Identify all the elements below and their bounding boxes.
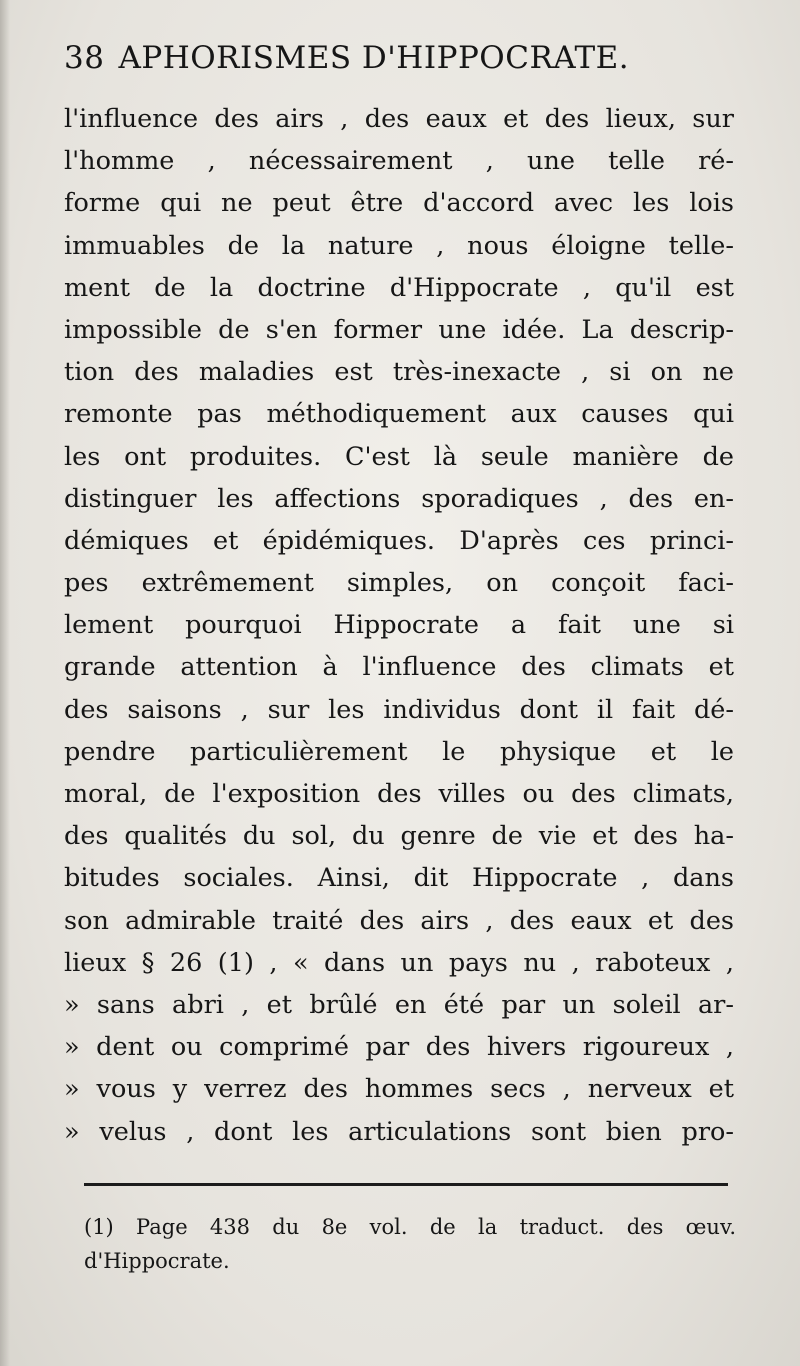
text-line: lement pourquoi Hippocrate a fait une si <box>64 610 734 641</box>
text-line: distinguer les affections sporadiques , des en- <box>64 483 734 514</box>
text-line: pes extrêmement simples, on conçoit faci- <box>64 568 734 599</box>
running-header <box>64 40 724 76</box>
text-line: grande attention à l'influence des climats et <box>64 652 734 683</box>
text-line: des qualités du sol, du genre de vie et des ha- <box>64 821 734 852</box>
text-line: immuables de la nature , nous éloigne telle- <box>64 230 734 261</box>
footnote-line: d'Hippocrate. <box>84 1249 230 1273</box>
text-line: ment de la doctrine d'Hippocrate , qu'il est <box>64 272 734 303</box>
text-line: tion des maladies est très-inexacte , si on ne <box>64 357 734 388</box>
body-text <box>64 98 734 1153</box>
text-line: » dent ou comprimé par des hivers rigoureux , <box>64 1032 734 1063</box>
text-line: lieux § 26 (1) , « dans un pays nu , raboteux , <box>64 947 734 978</box>
text-line: moral, de l'exposition des villes ou des climats, <box>64 779 734 809</box>
text-line: bitudes sociales. Ainsi, dit Hippocrate , dans <box>64 863 734 894</box>
text-line: remonte pas méthodiquement aux causes qui <box>64 399 734 430</box>
text-line: son admirable traité des airs , des eaux et des <box>64 905 734 936</box>
text-line: l'influence des airs , des eaux et des lieux, sur <box>64 104 734 134</box>
footnote <box>84 1210 736 1278</box>
footnote-rule <box>84 1183 728 1186</box>
text-line: l'homme , nécessairement , une telle ré- <box>64 146 734 177</box>
text-line: les ont produites. C'est là seule manière de <box>64 441 734 472</box>
running-title: APHORISMES D'HIPPOCRATE. <box>118 40 630 76</box>
text-line: démiques et épidémiques. D'après ces princi- <box>64 525 734 556</box>
text-line: des saisons , sur les individus dont il fait dé- <box>64 694 734 725</box>
page-number: 38 <box>64 40 105 76</box>
footnote-line: (1) Page 438 du 8e vol. de la traduct. des œuv. <box>84 1215 736 1239</box>
text-line: impossible de s'en former une idée. La descrip- <box>64 314 734 345</box>
page-edge-shadow <box>0 0 10 1366</box>
text-line: forme qui ne peut être d'accord avec les lois <box>64 188 734 219</box>
text-line: » sans abri , et brûlé en été par un soleil ar- <box>64 989 734 1020</box>
text-line: » vous y verrez des hommes secs , nerveux et <box>64 1074 734 1105</box>
text-line: pendre particulièrement le physique et le <box>64 736 734 767</box>
text-line: » velus , dont les articulations sont bien pro- <box>64 1116 734 1147</box>
